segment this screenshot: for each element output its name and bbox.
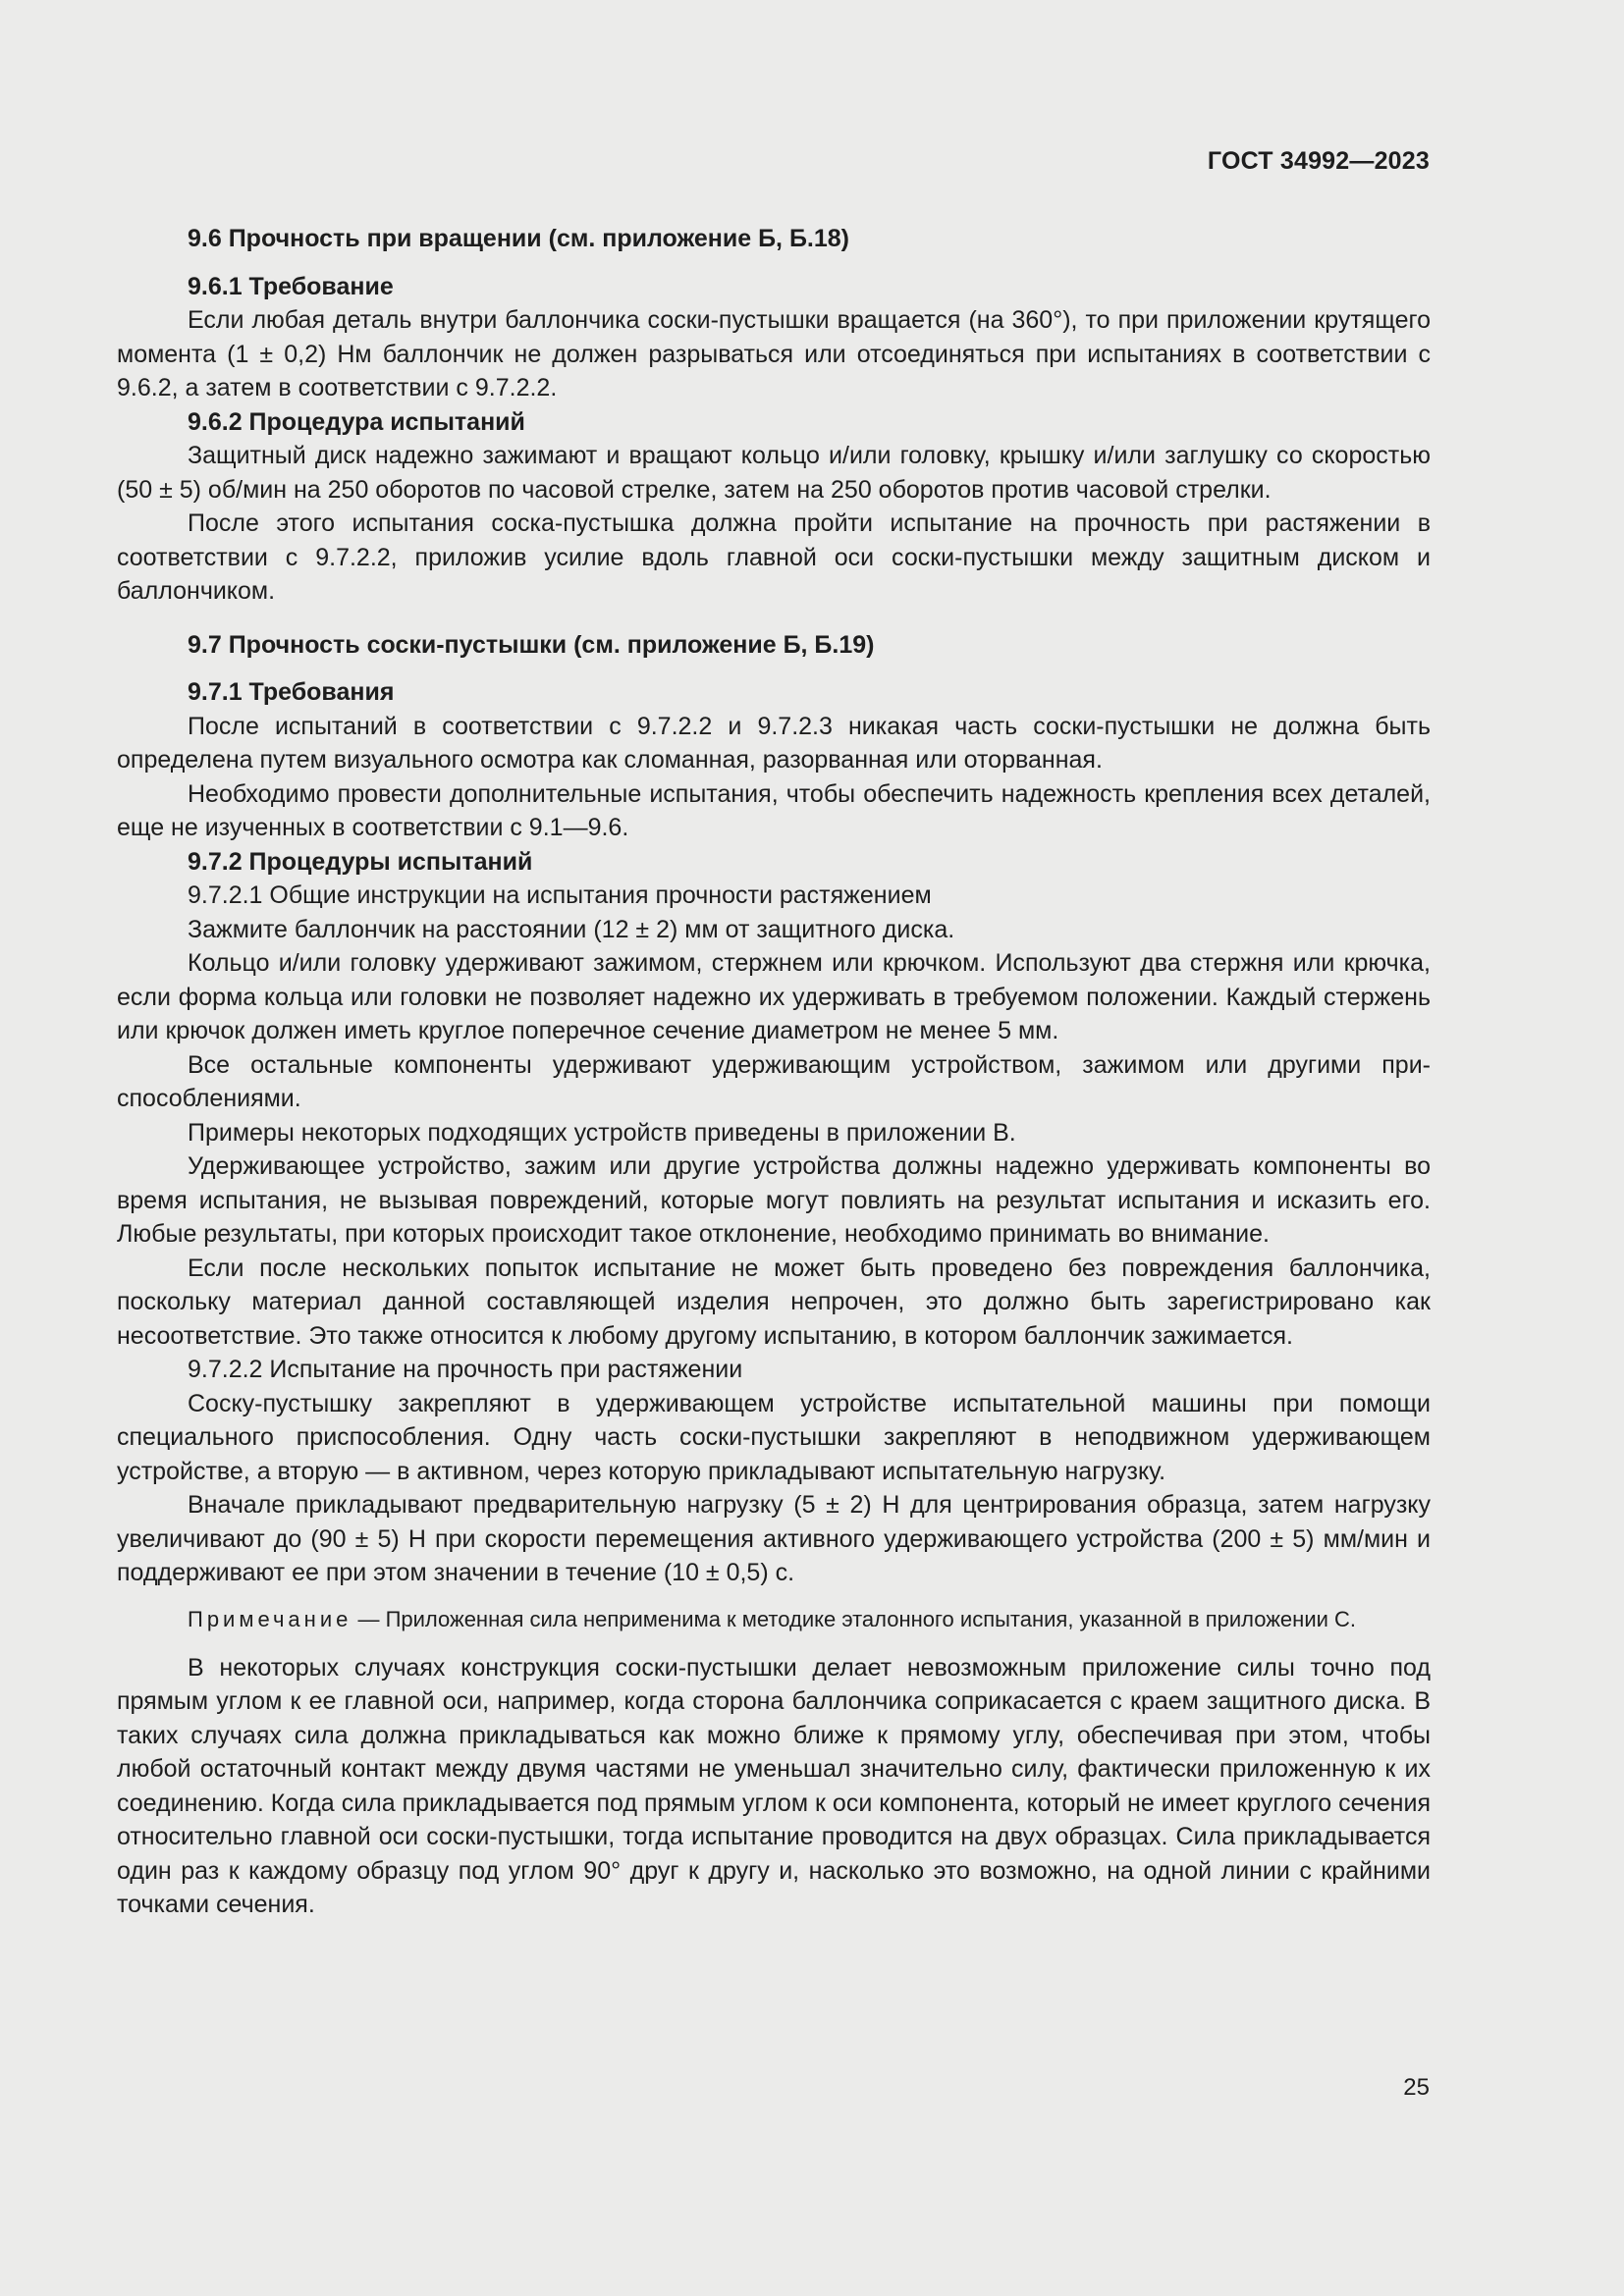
document-body bbox=[117, 222, 1431, 1922]
section-9-7-1-title: 9.7.1 Требования bbox=[188, 678, 395, 706]
paragraph: Необходимо провести дополнительные испытания, чтобы обеспечить надежность крепления всех деталей, еще не изученных в соответствии с 9.1—9.6. bbox=[117, 779, 1431, 841]
document-code: ГОСТ 34992—2023 bbox=[1207, 147, 1430, 175]
paragraph: После испытаний в соответствии с 9.7.2.2 и 9.7.2.3 никакая часть соски-пустышки не должна быть определена путем визуального осмотра как сломанная, разорванная или оторванная. bbox=[117, 712, 1431, 774]
paragraph: Если любая деталь внутри баллончика соски-пустышки вращается (на 360°), то при приложении крутящего момента (1 ± 0,2) Нм баллончик не должен разрываться или отсоединяться при испытаниях в соответствии с 9.6.2, а затем в соответствии с 9.7.2.2. bbox=[117, 306, 1431, 401]
section-9-7-2-2-title: 9.7.2.2 Испытание на прочность при растяжении bbox=[188, 1356, 743, 1383]
section-9-7-title: 9.7 Прочность соски-пустышки (см. приложение Б, Б.19) bbox=[188, 630, 875, 659]
section-9-7-2-title: 9.7.2 Процедуры испытаний bbox=[188, 847, 533, 876]
paragraph: Примеры некоторых подходящих устройств приведены в приложении В. bbox=[188, 1118, 1016, 1147]
section-9-7-2-1-title: 9.7.2.1 Общие инструкции на испытания прочности растяжением bbox=[188, 881, 932, 909]
paragraph: Кольцо и/или головку удерживают зажимом, стержнем или крючком. Используют два стержня или крючка, если форма кольца или головки не позволяет надежно их удерживать в требуемом положении. Каждый стержень или крючок должен иметь круглое поперечное сечение диаметром не менее 5 мм. bbox=[117, 949, 1431, 1044]
note-text: — Приложенная сила неприменима к методике эталонного испытания, указанной в приложении С. bbox=[352, 1606, 1357, 1631]
paragraph: Удерживающее устройство, зажим или другие устройства должны надежно удерживать компоненты во время испытания, не вызывая повреждений, которые могут повлиять на результат испытания и исказить его. Любые результаты, при которых происходит такое отклонение, необходимо принимать во внимание. bbox=[117, 1152, 1431, 1248]
page-number: 25 bbox=[1403, 2074, 1430, 2101]
paragraph: После этого испытания соска-пустышка должна пройти испытание на прочность при растяжении в соответствии с 9.7.2.2, приложив усилие вдоль главной оси соски-пустышки между защитным диском и баллончиком. bbox=[117, 509, 1431, 605]
section-9-6-1-title: 9.6.1 Требование bbox=[188, 272, 394, 300]
paragraph: Соску-пустышку закрепляют в удерживающем устройстве испытательной машины при помощи специального приспособления. Одну часть соски-пустышки закрепляют в неподвижном удерживающем устройстве, а вторую — в активном, через которую прикладывают испытательную нагрузку. bbox=[117, 1389, 1431, 1485]
paragraph: Если после нескольких попыток испытание не может быть проведено без повреждения баллончика, поскольку материал данной составляющей изделия непрочен, это должно быть зарегистрировано как несоответствие. Это также относится к любому другому испытанию, в котором баллончик зажимается. bbox=[117, 1254, 1431, 1350]
paragraph: В некоторых случаях конструкция соски-пустышки делает невозможным приложение силы точно под прямым углом к ее главной оси, например, когда сторона баллончика соприкасается с краем защитного диска. В таких случаях сила должна прикладываться как можно ближе к прямому углу, обеспечивая при этом, чтобы любой остаточный контакт между двумя частями не уменьшал значительно силу, фактически приложенную к их соединению. Когда сила прикладывается под прямым углом к оси компонента, который не имеет круглого сечения относительно главной оси соски-пустышки, тогда испытание проводится на двух образцах. Сила прикладывается один раз к каждому образцу под углом 90° друг к другу и, насколько это возможно, на одной линии с крайними точками сечения. bbox=[117, 1653, 1431, 1918]
paragraph: Защитный диск надежно зажимают и вращают кольцо и/или головку, крышку и/или заглушку со скоростью (50 ± 5) об/мин на 250 оборотов по часовой стрелке, затем на 250 оборотов против часовой стрелки. bbox=[117, 442, 1431, 504]
section-9-6-title: 9.6 Прочность при вращении (см. приложение Б, Б.18) bbox=[188, 225, 849, 252]
paragraph: Зажмите баллончик на расстоянии (12 ± 2) мм от защитного диска. bbox=[188, 915, 955, 943]
paragraph: Вначале прикладывают предварительную нагрузку (5 ± 2) Н для центрирования образца, затем нагрузку увеличивают до (90 ± 5) Н при скорости перемещения активного удерживающего устройства (200 ± 5) мм/мин и поддерживают ее при этом значении в течение (10 ± 0,5) с. bbox=[117, 1491, 1431, 1586]
note-lead: Примечание bbox=[188, 1606, 352, 1631]
paragraph: Все остальные компоненты удерживают удерживающим устройством, зажимом или другими приспособлениями. bbox=[117, 1050, 1431, 1112]
note bbox=[117, 1604, 1431, 1635]
section-9-6-2-title: 9.6.2 Процедура испытаний bbox=[188, 407, 525, 436]
